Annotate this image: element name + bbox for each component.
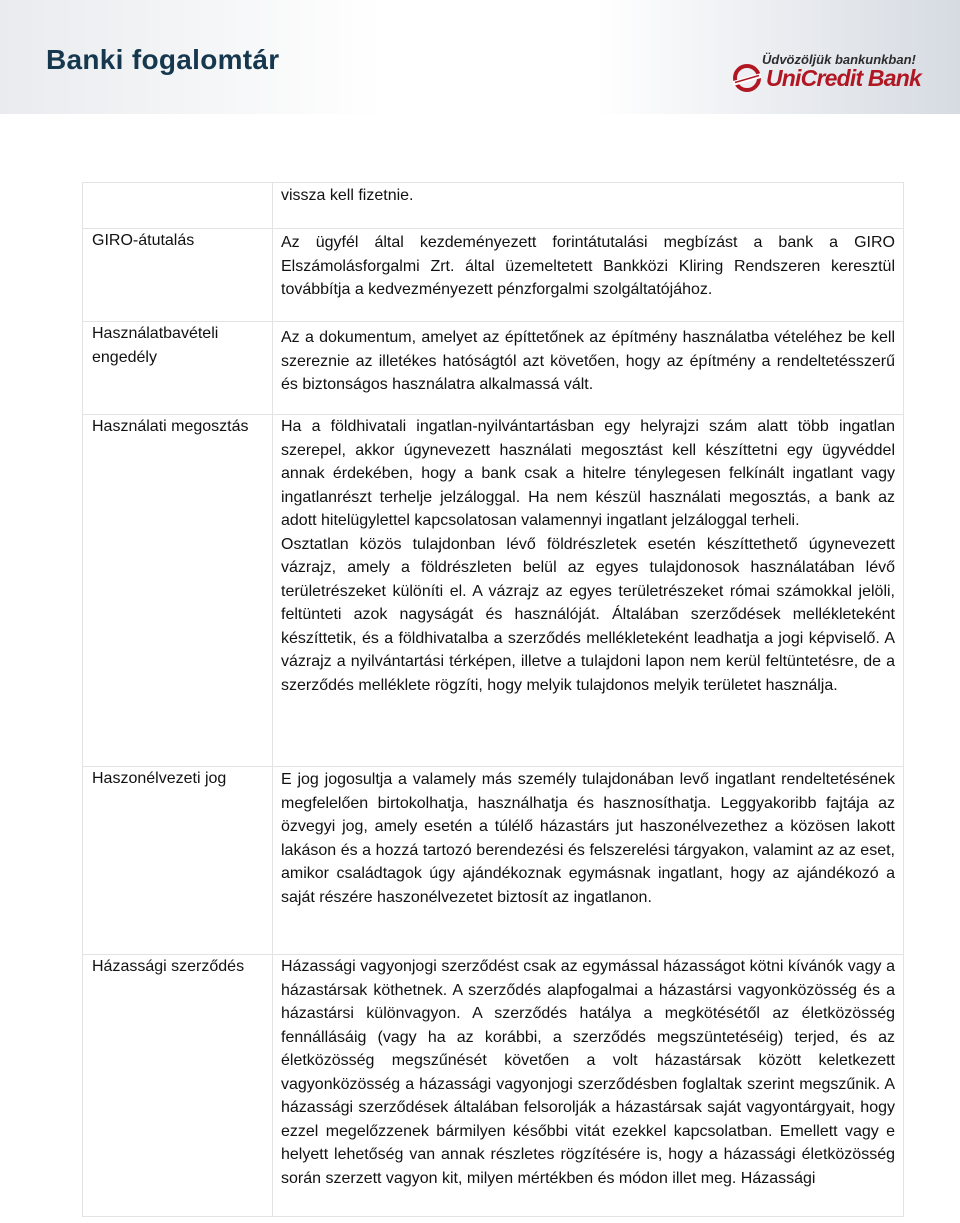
definition-paragraph: Házassági vagyonjogi szerződést csak az egymással házasságot kötni kívánók vagy a házastársak köthetnek. A szerződés alapfogalmai a házastársi vagyonközösség és a házastársi különvagyon. A szerződés hatálya a megkötésétől az életközösség fennállásáig (vagy ha az korábbi, a szerződés megszüntetéséig) terjed, és az életközösség megszűnését követően a volt házastársak között keletkezett vagyonközösség a házassági vagyonjogi szerződésben foglaltak szerint megszűnik. A házassági szerződések általában felsorolják a házastársak saját vagyontárgyait, hogy ezzel megelőzzenek bármilyen későbbi vitát ezekkel kapcsolatban. Emellett vagy e helyett lehetőség van annak részletes rögzítésére is, hogy a házassági életközösség során szerzett vagyon kit, milyen mértékben és módon illet meg. Házassági [281,958,895,1187]
definition-paragraph: Ha a földhivatali ingatlan-nyilvántartásban egy helyrajzi szám alatt több ingatlan szerepel, akkor úgynevezett használati megosztást kell készíttetni egy ügyvéddel annak érdekében, hogy a bank csak a hitelre ténylegesen felkínált ingatlant vagy ingatlanrészt terhelje jelzáloggal. Ha nem készül használati megosztás, a bank az adott hitelügylettel kapcsolatosan valamennyi ingatlant jelzáloggal terheli. [281,418,895,529]
term-cell [83,183,273,229]
table-row [83,767,904,955]
glossary-table [82,182,904,1217]
term-cell: Használati megosztás [83,415,273,767]
term-cell: Haszonélvezeti jog [83,767,273,955]
table-row [83,322,904,415]
definition-cell [273,229,904,322]
brand-name: UniCredit Bank [766,64,921,91]
unicredit-logo-icon [732,63,762,93]
welcome-text: Üdvözöljük bankunkban! [762,52,916,67]
term-cell: GIRO-átutalás [83,229,273,322]
term-cell: Házassági szerződés [83,955,273,1217]
table-row [83,415,904,767]
brand-logo[interactable] [732,63,921,93]
table-row [83,229,904,322]
page-header [0,0,960,114]
term-cell: Használatbavételi engedély [83,322,273,415]
definition-cell [273,955,904,1217]
definition-paragraph: vissza kell fizetnie. [281,187,414,204]
definition-cell [273,415,904,767]
definition-paragraph: Osztatlan közös tulajdonban lévő földrészletek esetén készíttethető úgynevezett vázrajz, amely a földrészleten belül az egyes tulajdonosok használatában lévő területrészeket különíti el. A vázrajz az egyes területrészeket római számokkal jelöli, feltünteti azok nagyságát és használóját. Általában szerződések mellékleteként készíttetik, és a földhivatalba a szerződés mellékleteként leadhatja a jogi képviselő. A vázrajz a nyilvántartási térképen, illetve a tulajdoni lapon nem kerül feltüntetésre, de a szerződés melléklete rögzíti, hogy melyik tulajdonos melyik területet használja. [281,535,895,694]
definition-paragraph: Az a dokumentum, amelyet az építtetőnek az építmény használatba vételéhez be kell szereznie az illetékes hatóságtól azt követően, hogy az építmény a rendeltetésszerű és biztonságos használatra alkalmassá vált. [281,329,895,393]
table-row [83,183,904,229]
definition-cell [273,767,904,955]
definition-paragraph: Az ügyfél által kezdeményezett forintátutalási megbízást a bank a GIRO Elszámolásforgalmi Zrt. által üzemeltetett Bankközi Kliring Rendszeren keresztül továbbítja a kedvezményezett pénzforgalmi szolgáltatójához. [281,234,895,298]
definition-cell [273,183,904,229]
table-row [83,955,904,1217]
page-title: Banki fogalomtár [46,44,280,75]
definition-cell [273,322,904,415]
definition-paragraph: E jog jogosultja a valamely más személy tulajdonában levő ingatlant rendeltetésének megfelelően birtokolhatja, használhatja és hasznosíthatja. Leggyakoribb fajtája az özvegyi jog, amely esetén a túlélő házastárs jut haszonélvezethez a közösen lakott lakáson és a hozzá tartozó berendezési és felszerelési tárgyakon, valamint az az eset, amikor családtagok úgy ajándékoznak egymásnak ingatlant, hogy az ajándékozó a saját részére haszonélvezetet biztosít az ingatlanon. [281,771,895,906]
